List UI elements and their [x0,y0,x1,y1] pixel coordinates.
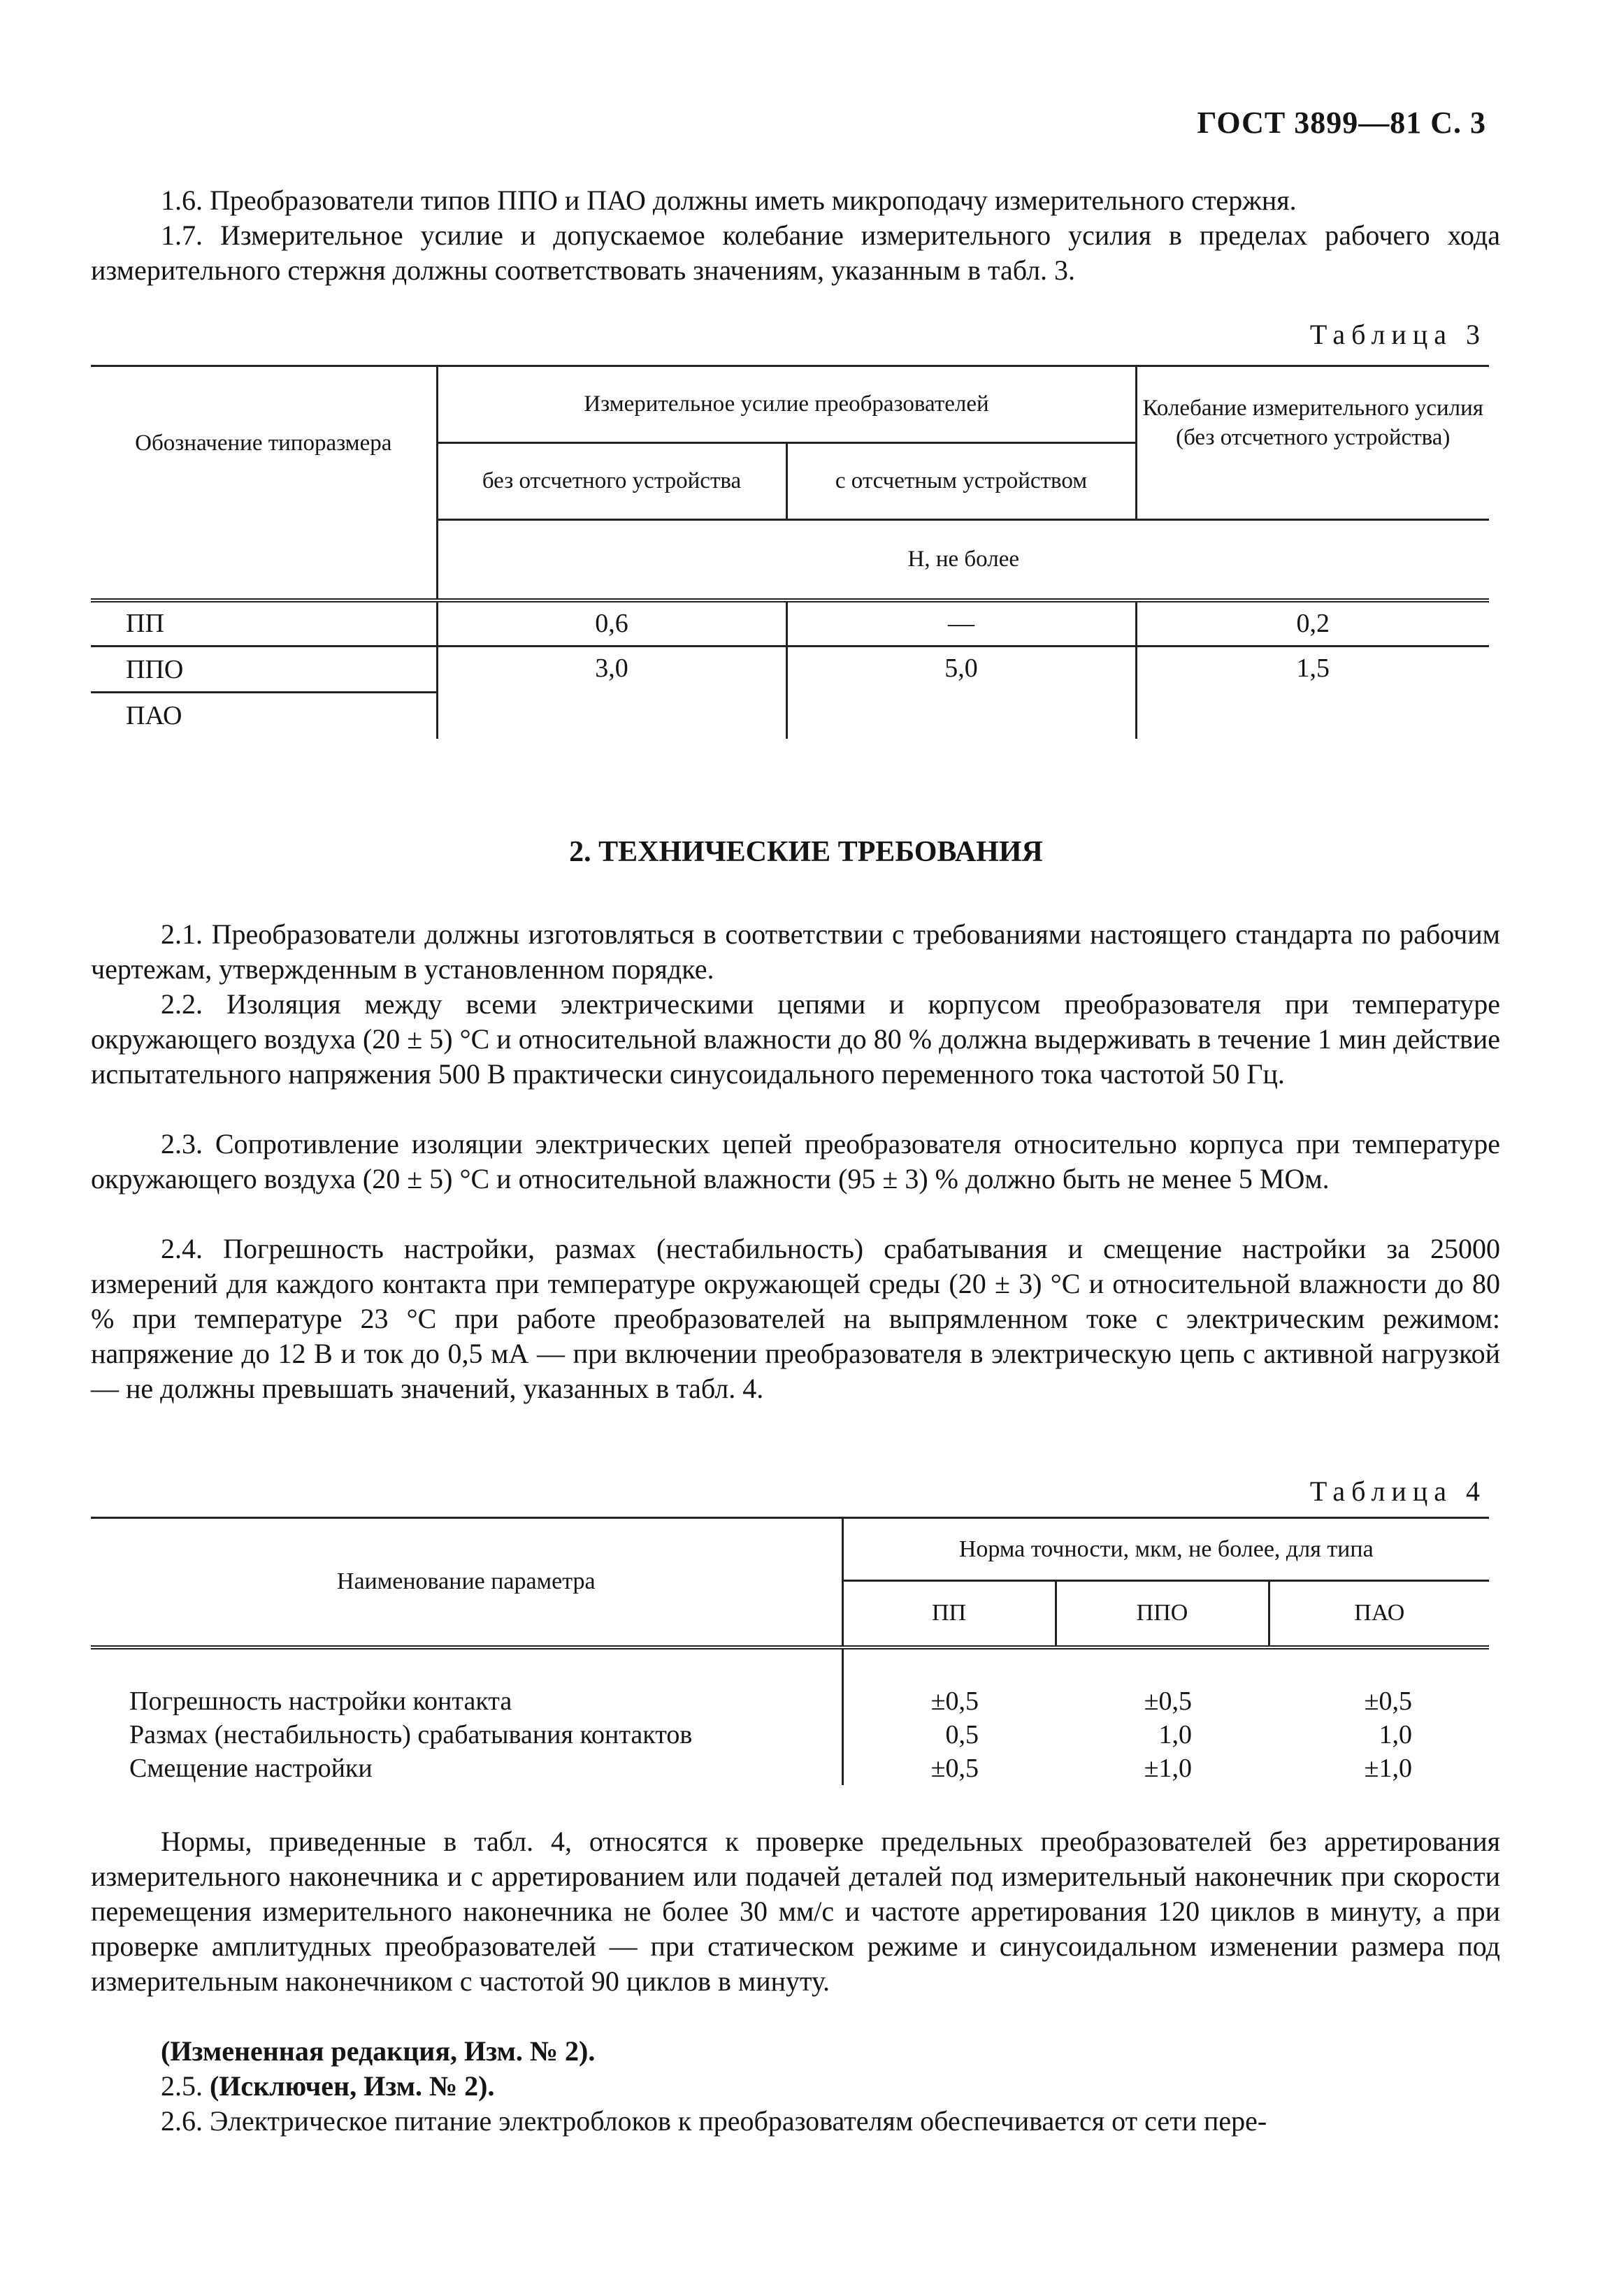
paragraph-2-1: 2.1. Преобразователи должны изготовляться в соответствии с требованиями настоящего стандарта по рабочим чертежам, утвержденным в установленном порядке. [91,918,1500,985]
table-row [91,600,1489,647]
t4-cell: 1,0 [1379,1719,1413,1749]
t4-cell: ±1,0 [1364,1753,1413,1783]
t3-row-pp-without: 0,6 [437,600,786,647]
t3-row-pp-with: — [786,600,1136,647]
page-header: ГОСТ 3899—81 С. 3 [1197,106,1486,140]
t3-row-ppo-fluct: 1,5 [1136,647,1489,739]
t4-cell: ±1,0 [1144,1753,1192,1783]
paragraph-2-5 [91,2069,1500,2104]
t4-row-name: Погрешность настройки контакта [129,1686,512,1716]
paragraph-2-5-text: (Исключен, Изм. № 2). [210,2070,495,2102]
t3-header-with: с отсчетным устройством [786,443,1136,520]
table-3 [91,365,1489,739]
paragraph-norms: Нормы, приведенные в табл. 4, относятся к проверке предельных преобразователей без арретирования измерительного наконечника и с арретированием или подачей деталей под измерительный наконечник при скорости перемещения измерительного наконечника не более 30 мм/с и частоте арретирования 120 циклов в минуту, а при проверке амплитудных преобразователей — при статическом режиме и синусоидальном изменении размера под измерительным наконечником с частотой 90 циклов в минуту. [91,1826,1500,1997]
t4-cell: 0,5 [842,1718,1056,1752]
t4-header-type-pp: ПП [842,1581,1056,1647]
t4-header-type-ppo: ППО [1056,1581,1269,1647]
t4-cell: ±0,5 [842,1647,1056,1718]
t4-header-norm: Норма точности, мкм, не более, для типа [842,1518,1489,1581]
t3-row-pao-name: ПАО [126,701,182,731]
t4-cell: ±0,5 [1144,1686,1192,1716]
paragraph-2-4: 2.4. Погрешность настройки, размах (нестабильность) срабатывания и смещение настройки за 25000 измерений для каждого контакта при температуре окружающей среды (20 ± 3) °С и относительной влажности до 80 % при температуре 23 °С при работе преобразователей на выпрямленном токе с электрическим режимом: напряжение до 12 В и ток до 0,5 мА — при включении преобразователя в электрическую цепь с активной нагрузкой — не должны превышать значений, указанных в табл. 4. [91,1233,1500,1404]
t3-row-ppo-without: 3,0 [437,647,786,739]
paragraph-2-6: 2.6. Электрическое питание электроблоков к преобразователям обеспечивается от сети пере- [161,2105,1267,2137]
t3-row-pp-name: ПП [91,600,437,647]
t4-row-name: Смещение настройки [129,1753,373,1783]
section-2-title: 2. ТЕХНИЧЕСКИЕ ТРЕБОВАНИЯ [569,836,1043,868]
t3-header-designation: Обозначение типоразмера [91,366,437,520]
amended-note: (Измененная редакция, Изм. № 2). [161,2035,596,2067]
t3-header-unit: Н, не более [437,520,1489,600]
paragraph-1-6: 1.6. Преобразователи типов ППО и ПАО должны иметь микроподачу измерительного стержня. [161,185,1297,216]
t3-row-pp-fluct: 0,2 [1136,600,1489,647]
table-row [91,647,1489,693]
t3-header-without: без отсчетного устройства [437,443,786,520]
table-row [91,1718,1489,1752]
t3-header-fluctuation: Колебание измерительного усилия (без отсчетного устройства) [1136,366,1489,520]
t4-header-param: Наименование параметра [91,1518,842,1647]
paragraph-2-3: 2.3. Сопротивление изоляции электрических цепей преобразователя относительно корпуса при температуре окружающего воздуха (20 ± 5) °С и относительной влажности (95 ± 3) % должно быть не менее 5 МОм. [91,1128,1500,1194]
t4-header-type-pao: ПАО [1269,1581,1489,1647]
paragraph-1-7: 1.7. Измерительное усилие и допускаемое колебание измерительного усилия в пределах рабочего хода измерительного стержня должны соответствовать значениям, указанным в табл. 3. [91,219,1500,286]
table-row [91,1752,1489,1785]
t3-header-empty [91,520,437,600]
t3-header-force: Измерительное усилие преобразователей [437,366,1136,443]
t4-cell: ±0,5 [1364,1686,1413,1716]
paragraph-2-5-number: 2.5. [161,2070,203,2102]
table-4 [91,1517,1489,1785]
table4-caption: Таблица 4 [1309,1475,1486,1507]
t3-row-ppo-name: ППО [91,647,437,693]
table-row [91,1647,1489,1718]
table3-caption: Таблица 3 [1309,319,1486,350]
t4-cell: ±0,5 [842,1752,1056,1785]
t4-cell: 1,0 [1158,1719,1192,1749]
paragraph-2-2: 2.2. Изоляция между всеми электрическими цепями и корпусом преобразователя при температуре окружающего воздуха (20 ± 5) °С и относительной влажности до 80 % должна выдерживать в течение 1 мин действие испытательного напряжения 500 В практически синусоидального переменного тока частотой 50 Гц. [91,988,1500,1090]
t3-row-ppo-with: 5,0 [786,647,1136,739]
t4-row-name: Размах (нестабильность) срабатывания контактов [129,1719,693,1749]
